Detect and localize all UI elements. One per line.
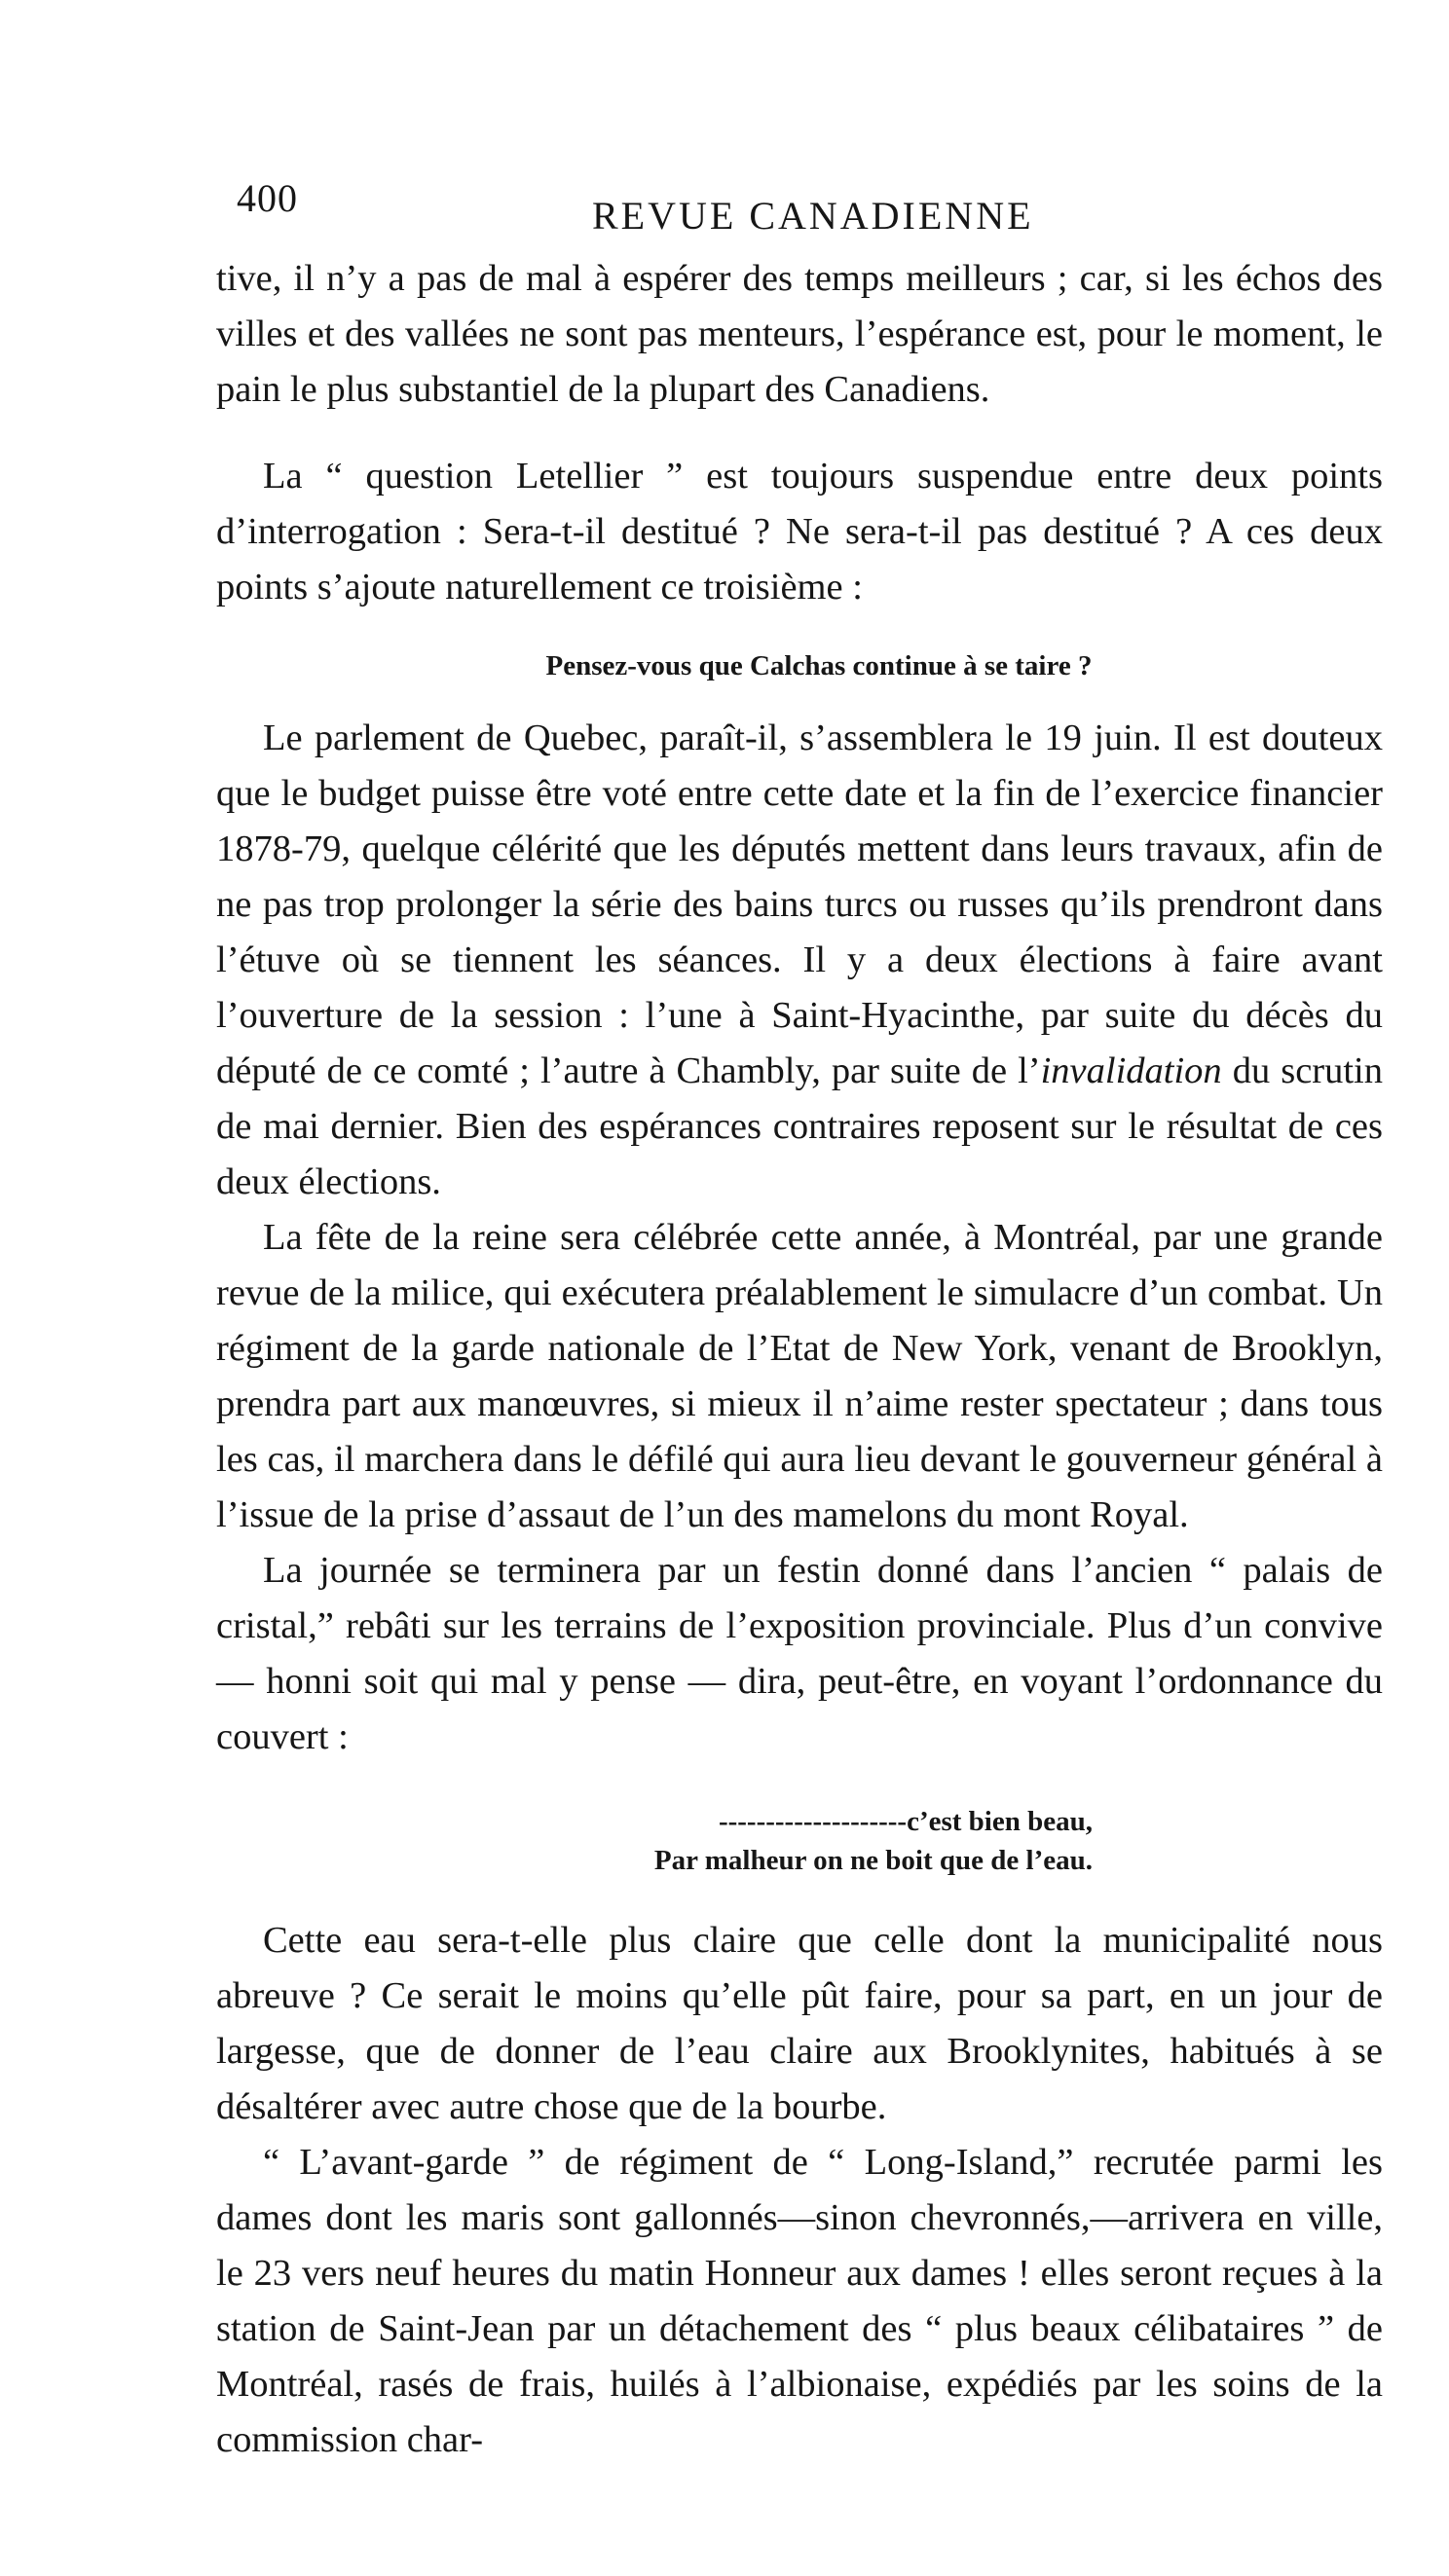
paragraph-3-text-start: Le parlement de Quebec, paraît-il, s’assemblera le 19 juin. Il est douteux que le budget puisse être voté entre cette date et la fin de l’exercice financier 1878-79, quelque célérité que les députés mettent dans leurs travaux, afin de ne pas trop prolonger la série des bains turcs ou russes qu’ils prendront dans l’étuve où se tiennent les séances. Il y a deux élections à faire avant l’ouverture de la session : l’une à Saint-Hyacinthe, par suite du décès du député de ce comté ; l’autre à Chambly, par suite de l’ <box>216 718 1383 1091</box>
paragraph-1: tive, il n’y a pas de mal à espérer des temps meilleurs ; car, si les échos des villes et des vallées ne sont pas menteurs, l’espérance est, pour le moment, le pain le plus substantiel de la plupart des Canadiens. <box>216 258 1383 410</box>
paragraph-7: “ L’avant-garde ” de régiment de “ Long-Island,” recrutée parmi les dames dont les maris sont gallonnés—sinon chevronnés,—arrivera en ville, le 23 vers neuf heures du matin Honneur aux dames ! elles seront reçues à la station de Saint-Jean par un détachement des “ plus beaux célibataires ” de Montréal, rasés de frais, huilés à l’albionaise, expédiés par les soins de la commission char- <box>216 2142 1383 2460</box>
paragraph-2: La “ question Letellier ” est toujours suspendue entre deux points d’interrogation : Sera-t-il destitué ? Ne sera-t-il pas destitué ? A ces deux points s’ajoute naturellement ce troisième : <box>216 456 1383 607</box>
verse-line-1: --------------------c’est bien beau, <box>718 1806 1093 1837</box>
paragraph-6: Cette eau sera-t-elle plus claire que celle dont la municipalité nous abreuve ? Ce serait le moins qu’elle pût faire, pour sa part, en un jour de largesse, que de donner de l’eau claire aux Brooklynites, habitués à se désaltérer avec autre chose que de la bourbe. <box>216 1920 1383 2127</box>
paragraph-3-text-end: du scrutin de mai dernier. Bien des espérances contraires reposent sur le résultat de ces deux élections. <box>216 1050 1383 1202</box>
page-number: 400 <box>237 176 298 220</box>
running-head: REVUE CANADIENNE <box>592 194 1034 238</box>
paragraph-5: La journée se terminera par un festin donné dans l’ancien “ palais de cristal,” rebâti sur les terrains de l’exposition provinciale. Plus d’un convive — honni soit qui mal y pense — dira, peut-être, en voyant l’ordonnance du couvert : <box>216 1550 1383 1757</box>
quotation-calchas: Pensez-vous que Calchas continue à se taire ? <box>545 650 1093 681</box>
verse-line-2: Par malheur on ne boit que de l’eau. <box>653 1845 1093 1876</box>
paragraph-3 <box>216 711 1383 1210</box>
paragraph-3-italic-word: invalidation <box>1040 1050 1222 1091</box>
body-text <box>216 251 1383 2468</box>
paragraph-4: La fête de la reine sera célébrée cette année, à Montréal, par une grande revue de la milice, qui exécutera préalablement le simulacre d’un combat. Un régiment de la garde nationale de l’Etat de New York, venant de Brooklyn, prendra part aux manœuvres, si mieux il n’aime rester spectateur ; dans tous les cas, il marchera dans le défilé qui aura lieu devant le gouverneur général à l’issue de la prise d’assaut de l’un des mamelons du mont Royal. <box>216 1217 1383 1535</box>
